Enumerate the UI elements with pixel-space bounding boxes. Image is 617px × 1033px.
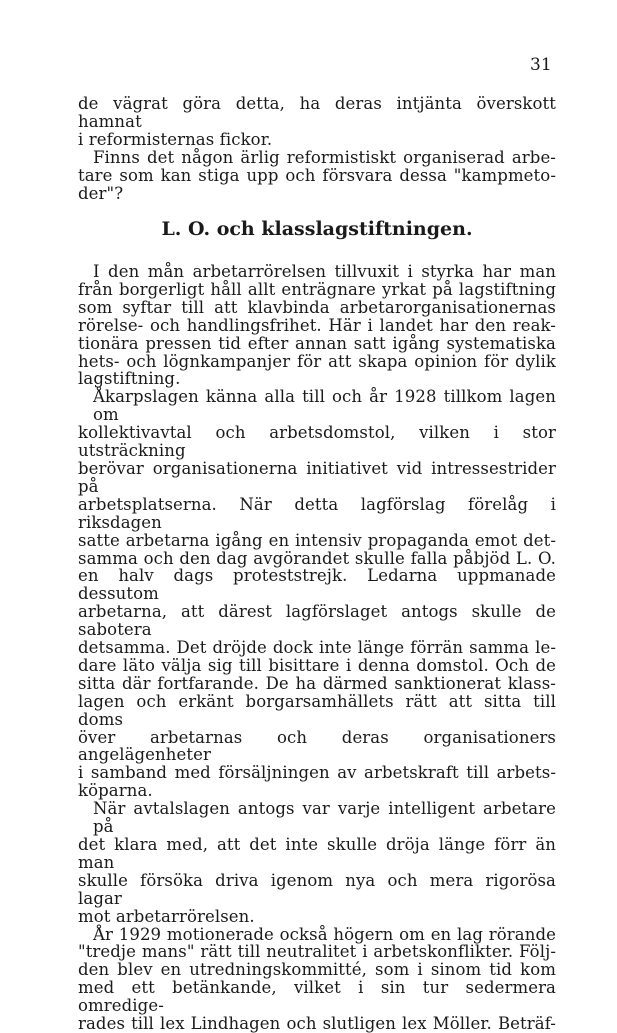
text-line: en halv dags proteststrejk. Ledarna uppmanade dessutom	[78, 566, 556, 604]
text-line: över arbetarnas och deras organisationers angelägenheter	[78, 727, 556, 765]
section-heading: L. O. och klasslagstiftningen.	[161, 218, 473, 240]
text-line: med ett betänkande, vilket i sin tur sedermera omredige-	[78, 978, 556, 1016]
text-line: hets- och lögnkampanjer för att skapa opinion för dylik	[78, 351, 556, 371]
text-line: Finns det någon ärlig reformistiskt organiserad arbe-	[93, 147, 556, 167]
text-line: År 1929 motionerade också högern om en lag rörande	[93, 924, 556, 944]
text-line: dare läto välja sig till bisittare i denna domstol. Och de	[78, 655, 556, 675]
text-line: lagen och erkänt borgarsamhällets rätt att sitta till doms	[78, 691, 556, 729]
text-line: arbetsplatserna. När detta lagförslag förelåg i riksdagen	[78, 494, 556, 532]
page-number: 31	[530, 55, 552, 75]
text-line: I den mån arbetarrörelsen tillvuxit i styrka har man	[93, 262, 556, 281]
text-line: tionära pressen tid efter annan satt igång systematiska	[78, 333, 556, 353]
text-line: de vägrat göra detta, ha deras intjänta överskott hamnat	[78, 94, 556, 131]
text-line: sitta där fortfarande. De ha därmed sanktionerat klass-	[78, 673, 556, 693]
text-line: den blev en utredningskommitté, som i sinom tid kom	[78, 960, 556, 980]
text-line: satte arbetarna igång en intensiv propaganda emot det-	[78, 530, 556, 550]
intro-paragraphs	[78, 95, 556, 202]
text-line: som syftar till att klavbinda arbetarorganisationernas	[78, 297, 556, 317]
text-line: kollektivavtal och arbetsdomstol, vilken i stor utsträckning	[78, 423, 556, 461]
text-line: samma och den dag avgörandet skulle falla påbjöd L. O.	[78, 548, 556, 568]
text-line: från borgerligt håll allt enträgnare yrkat på lagstiftning	[78, 279, 556, 299]
text-line: skulle försöka driva igenom nya och mera rigorösa lagar	[78, 870, 556, 908]
text-line: arbetarna, att därest lagförslaget antogs skulle de sabotera	[78, 602, 556, 640]
text-line: tare som kan stiga upp och försvara dessa "kampmeto-	[78, 165, 556, 185]
text-line: rörelse- och handlingsfrihet. Här i landet har den reak-	[78, 315, 556, 335]
text-line: berövar organisationerna initiativet vid intressestrider på	[78, 458, 556, 496]
text-line: köparna.	[78, 781, 153, 801]
main-paragraphs	[78, 263, 556, 1033]
text-line: der"?	[78, 183, 124, 203]
text-line: rades till lex Lindhagen och slutligen lex Möller. Beträf-	[78, 1014, 556, 1033]
text-line: Åkarpslagen känna alla till och år 1928 tillkom lagen om	[93, 387, 556, 425]
text-line: i reformisternas fickor.	[78, 129, 273, 149]
text-line: När avtalslagen antogs var varje intelligent arbetare på	[93, 799, 556, 837]
text-line: lagstiftning.	[78, 369, 181, 389]
text-line: i samband med försäljningen av arbetskraft till arbets-	[78, 763, 556, 783]
text-line: mot arbetarrörelsen.	[78, 906, 255, 926]
text-line: "tredje mans" rätt till neutralitet i arbetskonflikter. Följ-	[78, 942, 556, 962]
text-line: detsamma. Det dröjde dock inte länge förrän samma le-	[78, 638, 556, 658]
text-line: det klara med, att det inte skulle dröja länge förr än man	[78, 835, 556, 872]
